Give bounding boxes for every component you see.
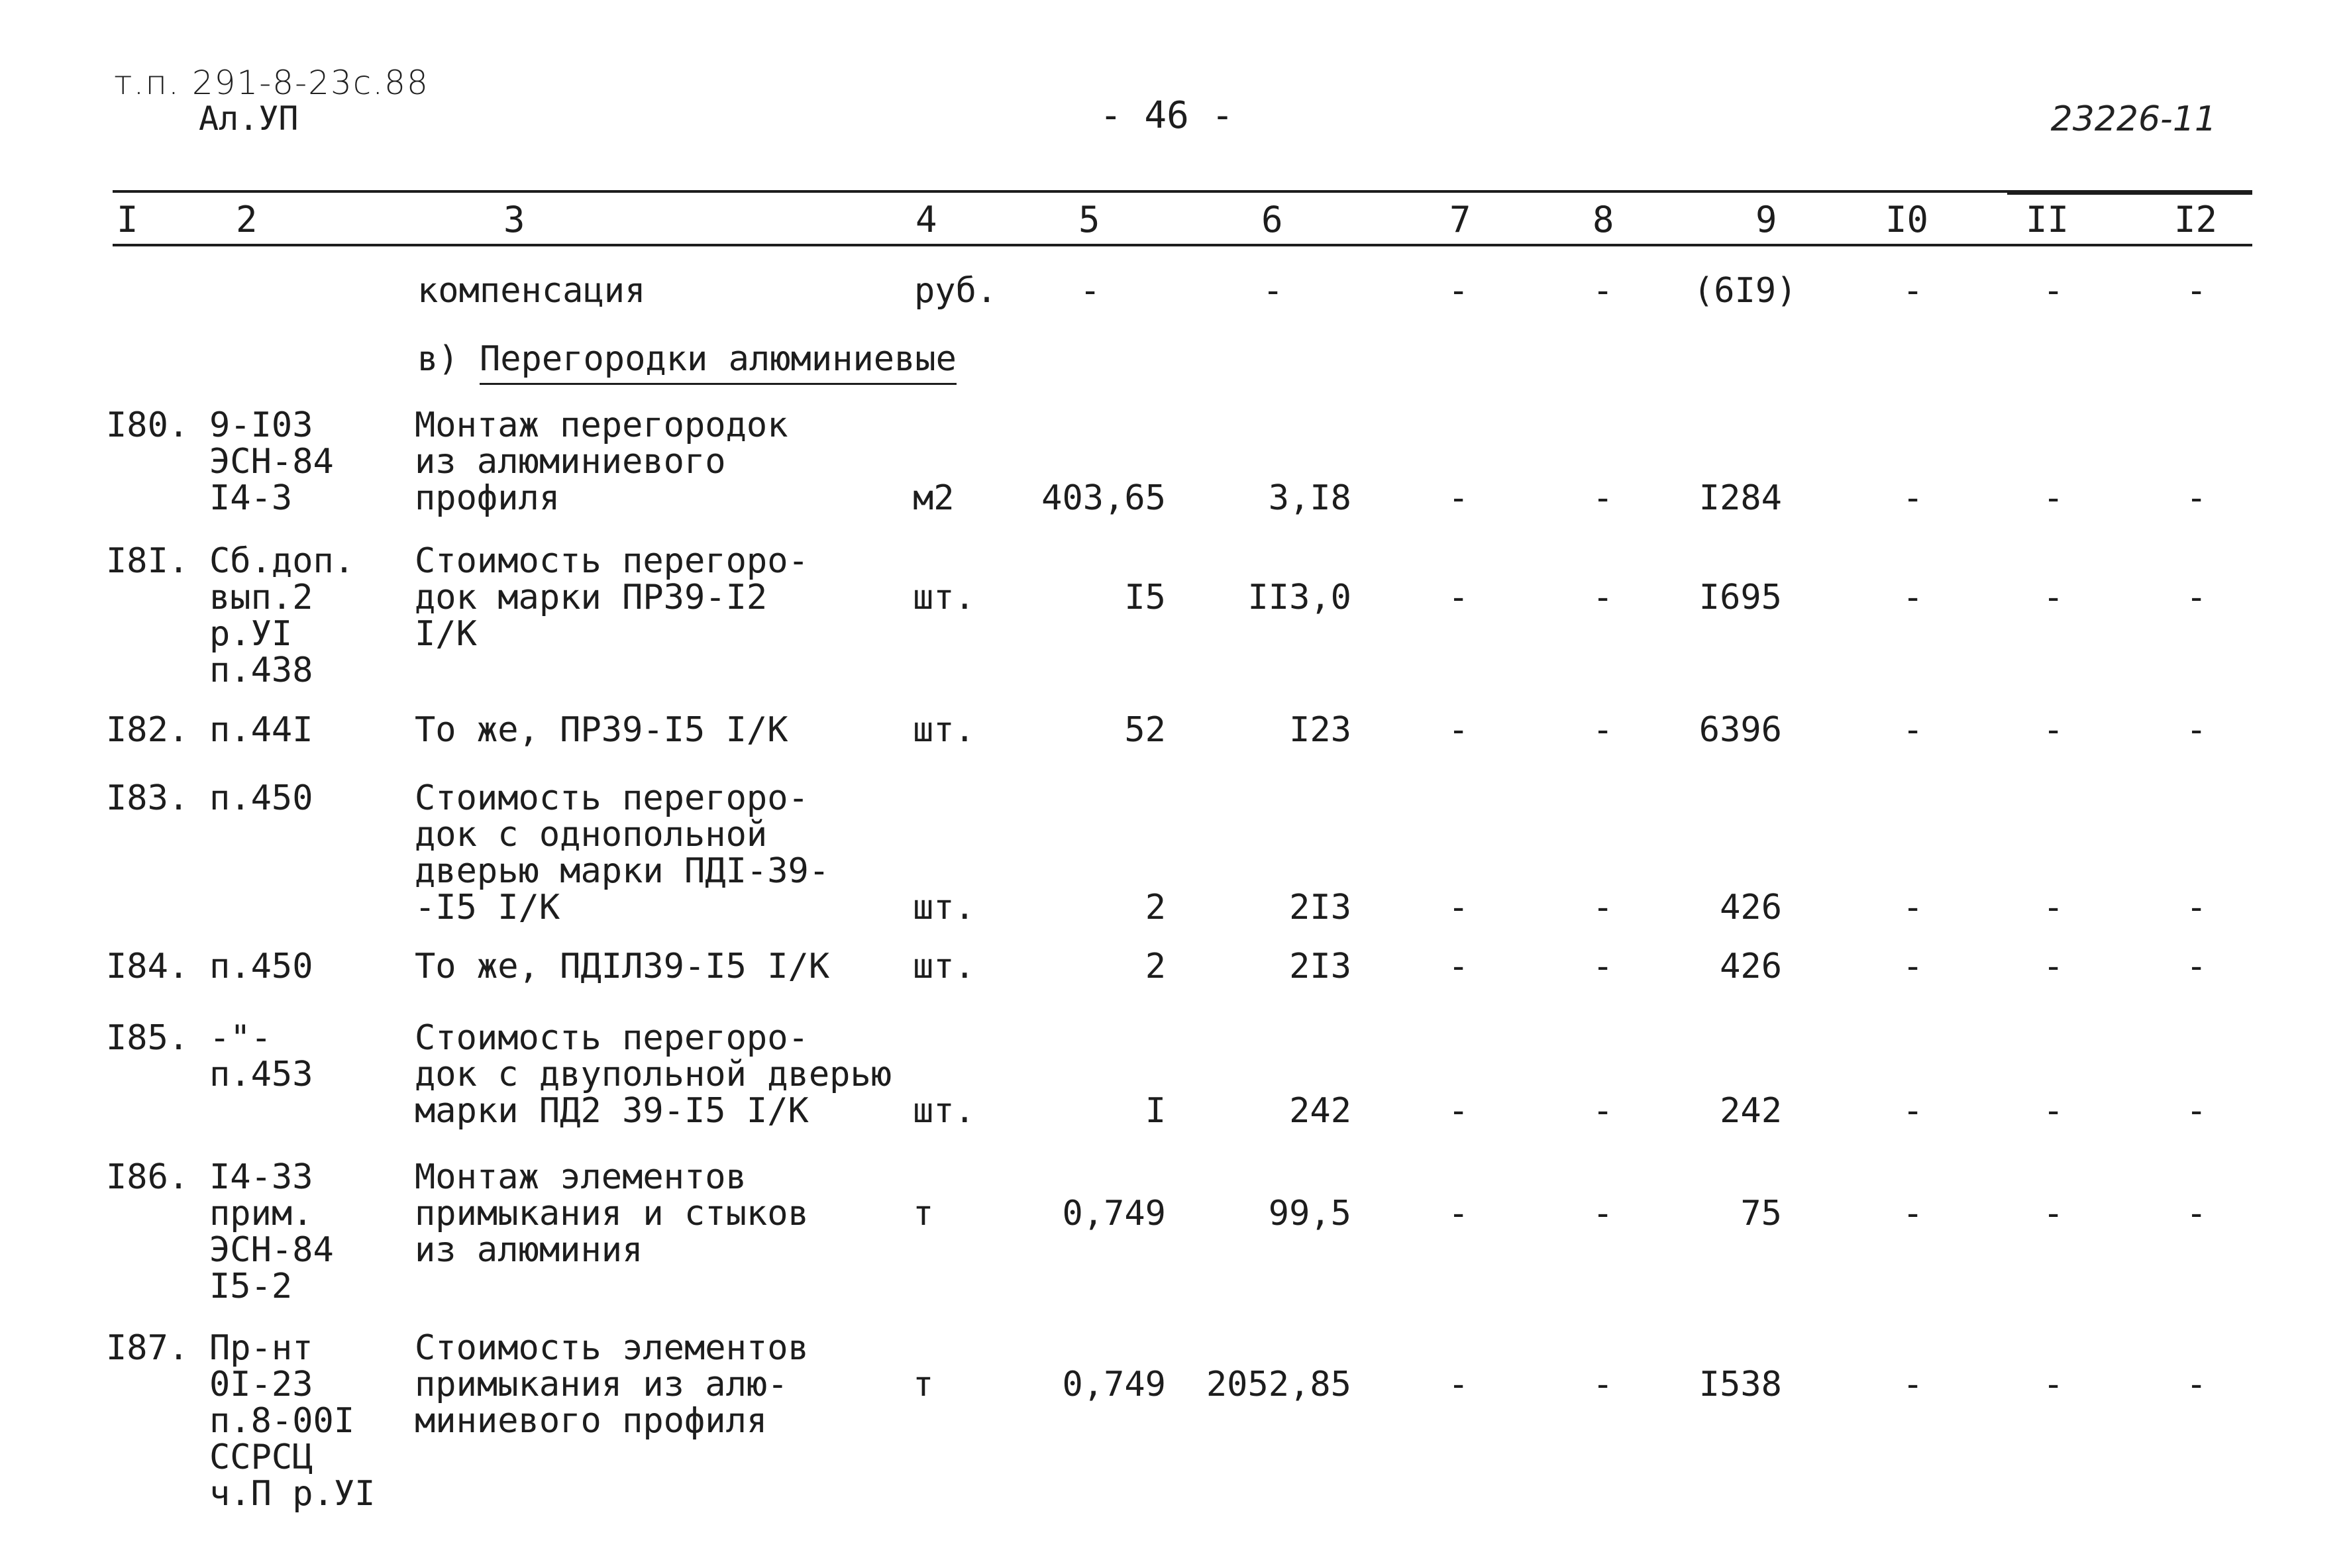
col-num-3: 3 xyxy=(503,199,525,240)
row-col7: - xyxy=(1448,578,1469,617)
row-unit: шт. xyxy=(913,1091,975,1131)
row-col11: - xyxy=(2043,478,2064,518)
row-col6: I23 xyxy=(1289,710,1351,750)
row-unit: шт. xyxy=(913,947,975,986)
row-col12: - xyxy=(2186,888,2207,927)
row-col11: - xyxy=(2043,888,2064,927)
row-col12: - xyxy=(2186,1365,2207,1404)
row-code: п.44I xyxy=(209,710,313,750)
col-num-5: 5 xyxy=(1078,199,1100,240)
row-name: То же, ПДIЛ39-I5 I/К xyxy=(415,947,830,986)
row-col9: (6I9) xyxy=(1693,271,1797,311)
row-col7: - xyxy=(1448,1091,1469,1131)
row-col7: - xyxy=(1448,1365,1469,1404)
row-unit: шт. xyxy=(913,888,975,927)
row-col6: 2I3 xyxy=(1289,888,1351,927)
row-number: I82. xyxy=(106,710,189,750)
page-number: - 46 - xyxy=(1100,94,1234,137)
row-number: I86. xyxy=(106,1157,189,1197)
row-code: Сб.доп. вып.2 р.УI п.438 xyxy=(209,541,355,690)
row-unit: шт. xyxy=(913,710,975,750)
col-num-6: 6 xyxy=(1261,199,1283,240)
row-name: Стоимость элементов примыкания из алю- миниевого профиля xyxy=(415,1328,809,1441)
section-title: Перегородки алюминиевые xyxy=(480,339,957,385)
row-col11: - xyxy=(2043,1194,2064,1233)
row-col7: - xyxy=(1448,1194,1469,1233)
row-col9: 426 xyxy=(1720,947,1782,986)
row-col10: - xyxy=(1903,710,1924,750)
row-col9: I695 xyxy=(1698,578,1782,617)
row-col10: - xyxy=(1903,1365,1924,1404)
row-name: Стоимость перегоро- док с однопольной дверью марки ПДI-39- -I5 I/К xyxy=(415,778,830,927)
row-col8: - xyxy=(1592,578,1614,617)
row-code: 9-I03 ЭСН-84 I4-3 xyxy=(209,405,334,518)
col-num-7: 7 xyxy=(1449,199,1471,240)
col-num-9: 9 xyxy=(1755,199,1777,240)
row-col10: - xyxy=(1903,1091,1924,1131)
row-col8: - xyxy=(1592,1194,1614,1233)
row-number: I84. xyxy=(106,947,189,986)
row-col6: 2I3 xyxy=(1289,947,1351,986)
row-col5: 52 xyxy=(1124,710,1166,750)
row-col5: - xyxy=(1080,271,1101,311)
row-col7: - xyxy=(1448,478,1469,518)
row-number: I8I. xyxy=(106,541,189,581)
col-num-11: II xyxy=(2026,199,2069,240)
row-number: I80. xyxy=(106,405,189,445)
row-col7: - xyxy=(1448,271,1469,311)
row-name: компенсация xyxy=(417,271,646,311)
row-col5: 0,749 xyxy=(1062,1365,1166,1404)
row-code: -"- п.453 xyxy=(209,1018,313,1094)
row-col8: - xyxy=(1592,710,1614,750)
col-num-8: 8 xyxy=(1592,199,1614,240)
row-unit: т xyxy=(913,1194,934,1233)
row-col9: I284 xyxy=(1698,478,1782,518)
row-col11: - xyxy=(2043,710,2064,750)
row-col10: - xyxy=(1903,888,1924,927)
row-name: Монтаж перегородок из алюминиевого профиля xyxy=(415,405,788,518)
row-number: I87. xyxy=(106,1328,189,1368)
row-name: Монтаж элементов примыкания и стыков из алюминия xyxy=(415,1157,809,1270)
row-col10: - xyxy=(1903,1194,1924,1233)
row-col11: - xyxy=(2043,1365,2064,1404)
row-col9: 75 xyxy=(1740,1194,1782,1233)
row-number: I85. xyxy=(106,1018,189,1058)
row-col10: - xyxy=(1903,271,1924,311)
row-col12: - xyxy=(2186,578,2207,617)
row-col12: - xyxy=(2186,1091,2207,1131)
row-col5: I5 xyxy=(1124,578,1166,617)
table-top-rule xyxy=(113,190,2252,193)
row-col6: II3,0 xyxy=(1247,578,1351,617)
row-col11: - xyxy=(2043,578,2064,617)
col-num-10: I0 xyxy=(1885,199,1929,240)
row-code: п.450 xyxy=(209,947,313,986)
header-bottom-rule xyxy=(113,244,2252,246)
row-col9: 6396 xyxy=(1698,710,1782,750)
row-col6: 99,5 xyxy=(1268,1194,1351,1233)
row-col6: 242 xyxy=(1289,1091,1351,1131)
row-col12: - xyxy=(2186,947,2207,986)
row-col7: - xyxy=(1448,888,1469,927)
row-code: п.450 xyxy=(209,778,313,818)
row-col10: - xyxy=(1903,947,1924,986)
col-num-12: I2 xyxy=(2174,199,2218,240)
row-col5: 0,749 xyxy=(1062,1194,1166,1233)
row-name: То же, ПР39-I5 I/К xyxy=(415,710,788,750)
row-col10: - xyxy=(1903,478,1924,518)
row-col6: 2052,85 xyxy=(1206,1365,1351,1404)
row-col10: - xyxy=(1903,578,1924,617)
document-code: т.п. 291-8-23с.88 xyxy=(114,64,429,102)
row-col8: - xyxy=(1592,1091,1614,1131)
row-col8: - xyxy=(1592,947,1614,986)
row-col7: - xyxy=(1448,947,1469,986)
table-top-rule-right xyxy=(2007,192,2252,195)
row-col5: I xyxy=(1145,1091,1166,1131)
row-col8: - xyxy=(1592,1365,1614,1404)
row-col6: - xyxy=(1263,271,1284,311)
row-col12: - xyxy=(2186,1194,2207,1233)
reference-code: 23226-11 xyxy=(2050,99,2217,139)
row-col9: 242 xyxy=(1720,1091,1782,1131)
row-col5: 403,65 xyxy=(1041,478,1166,518)
row-col8: - xyxy=(1592,478,1614,518)
col-num-4: 4 xyxy=(915,199,937,240)
row-col11: - xyxy=(2043,271,2064,311)
row-unit: м2 xyxy=(913,478,955,518)
section-prefix: в) xyxy=(417,339,459,379)
col-num-2: 2 xyxy=(236,199,258,240)
row-col11: - xyxy=(2043,947,2064,986)
row-unit: руб. xyxy=(914,271,998,311)
section-heading xyxy=(417,339,957,379)
row-unit: шт. xyxy=(913,578,975,617)
row-col6: 3,I8 xyxy=(1268,478,1351,518)
row-code: I4-33 прим. ЭСН-84 I5-2 xyxy=(209,1157,334,1306)
row-col7: - xyxy=(1448,710,1469,750)
row-code: Пр-нт 0I-23 п.8-00I ССРСЦ ч.П р.УI xyxy=(209,1328,376,1514)
album-code: Ал.УП xyxy=(199,99,299,138)
row-col9: 426 xyxy=(1720,888,1782,927)
row-col8: - xyxy=(1592,271,1614,311)
row-name: Стоимость перегоро- док марки ПР39-I2 I/К xyxy=(415,541,809,654)
row-col12: - xyxy=(2186,271,2207,311)
col-num-1: I xyxy=(117,199,138,240)
row-col9: I538 xyxy=(1698,1365,1782,1404)
row-unit: т xyxy=(913,1365,934,1404)
row-col12: - xyxy=(2186,478,2207,518)
row-name: Стоимость перегоро- док с двупольной дверью марки ПД2 39-I5 I/К xyxy=(415,1018,892,1131)
row-number: I83. xyxy=(106,778,189,818)
row-col5: 2 xyxy=(1145,888,1166,927)
row-col12: - xyxy=(2186,710,2207,750)
row-col8: - xyxy=(1592,888,1614,927)
row-col5: 2 xyxy=(1145,947,1166,986)
row-col11: - xyxy=(2043,1091,2064,1131)
